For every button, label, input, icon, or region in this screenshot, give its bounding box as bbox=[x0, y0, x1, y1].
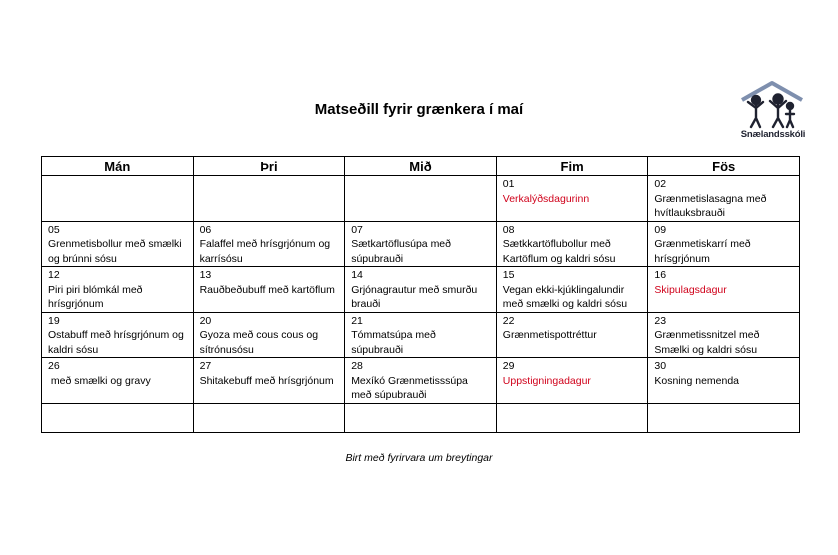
day-cell bbox=[345, 312, 497, 358]
meal-description: Kosning nemenda bbox=[654, 374, 740, 387]
day-cell bbox=[648, 267, 800, 313]
menu-table bbox=[41, 156, 800, 433]
meal-description: Grænmetislasagna með hvítlauksbrauði bbox=[654, 192, 770, 219]
meal-description: Grænmetissnitzel með Smælki og kaldri sósu bbox=[654, 329, 763, 356]
day-number: 21 bbox=[351, 314, 363, 327]
disclaimer-note: Birt með fyrirvara um breytingar bbox=[345, 452, 493, 464]
school-logo bbox=[738, 80, 806, 140]
meal-description: Grjónagrautur með smurðu brauði bbox=[351, 283, 481, 310]
day-number: 29 bbox=[502, 360, 515, 372]
meal-description: Grænmetispottréttur bbox=[502, 329, 597, 341]
day-number: 20 bbox=[199, 314, 212, 327]
meal-description: Grenmetisbollur með smælki og brúnni sósu bbox=[48, 238, 185, 265]
day-cell bbox=[345, 358, 497, 404]
day-cell bbox=[496, 176, 648, 222]
day-number: 02 bbox=[654, 178, 667, 190]
meal-description: Grænmetiskarrí með hrísgrjónum bbox=[654, 238, 754, 265]
meal-description: Rauðbeðubuff með kartöflum bbox=[199, 283, 335, 296]
day-number: 05 bbox=[48, 223, 60, 236]
header-wed: Mið bbox=[345, 157, 497, 176]
day-cell bbox=[648, 358, 800, 404]
day-number: 26 bbox=[48, 360, 60, 372]
table-header-row bbox=[42, 157, 800, 176]
day-number: 15 bbox=[502, 269, 515, 281]
meal-description: Shitakebuff með hrísgrjónum bbox=[199, 374, 334, 387]
day-cell bbox=[648, 176, 800, 222]
day-number: 01 bbox=[502, 178, 515, 190]
day-number: 12 bbox=[48, 269, 60, 281]
day-number: 09 bbox=[654, 223, 667, 236]
meal-description: Tómmatsúpa með súpubrauði bbox=[351, 329, 439, 356]
page-title: Matseðill fyrir grænkera í maí bbox=[314, 101, 524, 118]
day-cell bbox=[648, 312, 800, 358]
table-row bbox=[42, 267, 800, 313]
table-row bbox=[42, 358, 800, 404]
holiday-label: Skipulagsdagur bbox=[654, 283, 727, 296]
day-cell bbox=[496, 358, 648, 404]
day-cell bbox=[42, 403, 194, 432]
day-cell bbox=[42, 312, 194, 358]
meal-description: Piri piri blómkál með hrísgrjónum bbox=[48, 283, 146, 310]
meal-description: Mexíkó Grænmetisssúpa með súpubrauði bbox=[351, 374, 471, 401]
day-cell bbox=[42, 358, 194, 404]
day-cell bbox=[345, 403, 497, 432]
day-cell bbox=[42, 221, 194, 267]
header-thu: Fim bbox=[496, 157, 648, 176]
day-cell bbox=[496, 221, 648, 267]
table-row bbox=[42, 403, 800, 432]
header-fri: Fös bbox=[648, 157, 800, 176]
day-number: 28 bbox=[351, 360, 363, 372]
day-cell bbox=[496, 267, 648, 313]
day-number: 06 bbox=[199, 223, 212, 236]
meal-description: Ostabuff með hrísgrjónum og kaldri sósu bbox=[48, 329, 187, 356]
day-cell bbox=[193, 312, 345, 358]
meal-description: Gyoza með cous cous og sítrónusósu bbox=[199, 329, 321, 356]
day-number: 13 bbox=[199, 269, 212, 281]
day-number: 19 bbox=[48, 314, 60, 327]
meal-description: Sætkartöflusúpa með súpubrauði bbox=[351, 238, 454, 265]
header-mon: Mán bbox=[42, 157, 194, 176]
day-cell bbox=[648, 221, 800, 267]
day-cell bbox=[496, 312, 648, 358]
day-cell bbox=[193, 221, 345, 267]
meal-description: Vegan ekki-kjúklingalundir með smælki og kaldri sósu bbox=[502, 283, 628, 310]
day-cell bbox=[345, 176, 497, 222]
day-cell bbox=[496, 403, 648, 432]
day-number: 27 bbox=[199, 360, 212, 372]
table-row bbox=[42, 176, 800, 222]
meal-description: Sætkkartöflubollur með Kartöflum og kaldri sósu bbox=[502, 238, 616, 265]
day-cell bbox=[193, 176, 345, 222]
day-number: 23 bbox=[654, 314, 667, 327]
table-row bbox=[42, 221, 800, 267]
day-cell bbox=[42, 176, 194, 222]
meal-description: með smælki og gravy bbox=[48, 374, 151, 387]
day-cell bbox=[193, 267, 345, 313]
day-cell bbox=[193, 358, 345, 404]
day-number: 14 bbox=[351, 269, 363, 281]
day-number: 16 bbox=[654, 269, 667, 281]
day-cell bbox=[345, 221, 497, 267]
holiday-label: Verkalýðsdagurinn bbox=[502, 192, 590, 205]
table-row bbox=[42, 312, 800, 358]
header-tue: Þri bbox=[193, 157, 345, 176]
day-cell bbox=[193, 403, 345, 432]
holiday-label: Uppstigningadagur bbox=[502, 374, 591, 387]
day-cell bbox=[345, 267, 497, 313]
day-cell bbox=[648, 403, 800, 432]
day-cell bbox=[42, 267, 194, 313]
day-number: 08 bbox=[502, 223, 515, 236]
school-logo-icon bbox=[738, 80, 806, 130]
day-number: 30 bbox=[654, 360, 667, 372]
meal-description: Falaffel með hrísgrjónum og karrísósu bbox=[199, 238, 334, 265]
day-number: 22 bbox=[502, 314, 515, 327]
logo-text: Snælandsskóli bbox=[740, 129, 806, 140]
day-number: 07 bbox=[351, 223, 363, 236]
